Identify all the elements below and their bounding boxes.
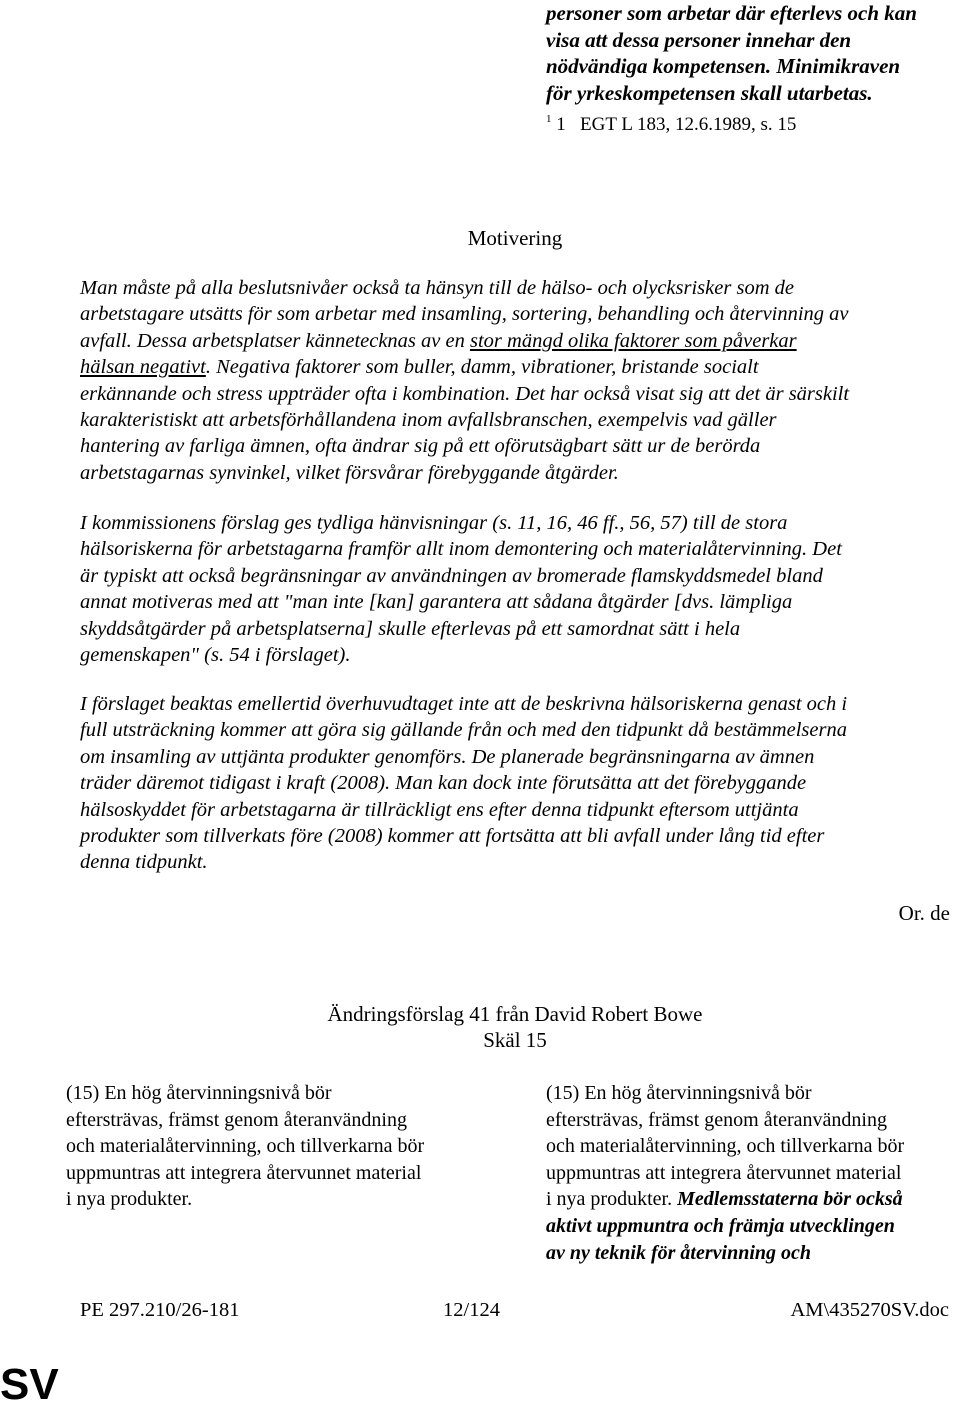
paragraph-line: hälsoriskerna för arbetstagarna framför allt inom demontering och materialåtervinning. Det	[80, 538, 842, 561]
paragraph-line: hantering av farliga ämnen, ofta ändrar sig på ett oförutsägbart sätt ur de berörda	[80, 435, 761, 458]
paragraph-line: full utsträckning kommer att göra sig gällande från och med den tidpunkt då bestämmelserna	[80, 719, 847, 742]
plain-text: i nya produkter.	[546, 1188, 678, 1211]
paragraph-line: erkännande och stress uppträder ofta i kombination. Det har också visat sig att det är särskilt	[80, 382, 850, 405]
paragraph-line: arbetstagarnas synvinkel, vilket försvårar förebyggande åtgärder.	[80, 461, 619, 484]
page-number: 12/124	[443, 1299, 500, 1321]
paragraph-line: I kommissionens förslag ges tydliga hänvisningar (s. 11, 16, 46 ff., 56, 57) till de stora	[80, 512, 788, 534]
amendment-title	[0, 1001, 960, 1053]
document-reference: PE 297.210/26-181	[80, 1299, 240, 1321]
justification-paragraph-2	[80, 510, 960, 668]
paragraph-line: arbetstagare utsätts för som arbetar med insamling, sortering, behandling och återvinning av	[80, 303, 849, 326]
column-line: eftersträvas, främst genom återanvändning	[546, 1108, 887, 1131]
amendment-subheading: Skäl 15	[483, 1028, 547, 1052]
paragraph-line: om insamling av uttjänta produkter genomförs. De planerade begränsningarna av ämnen	[80, 745, 815, 768]
column-line: och materialåtervinning, och tillverkarna bör	[546, 1135, 905, 1158]
column-line: uppmuntras att integrera återvunnet material	[546, 1161, 902, 1184]
paragraph-line: skyddsåtgärder på arbetsplatserna] skulle efterlevas på ett samordnat sätt i hela	[80, 617, 741, 640]
plain-text: avfall. Dessa arbetsplatser kännetecknas av en	[80, 329, 470, 352]
section-heading: Motivering	[467, 226, 563, 250]
plain-text: . Negativa faktorer som buller, damm, vibrationer, bristande socialt	[205, 356, 759, 379]
column-line: uppmuntras att integrera återvunnet material	[66, 1161, 422, 1184]
continuation-line: nödvändiga kompetensen. Minimikraven	[546, 54, 901, 78]
column-line: och materialåtervinning, och tillverkarna bör	[66, 1135, 425, 1158]
amended-addition: Medlemsstaterna bör också	[677, 1188, 903, 1211]
column-line: (15) En hög återvinningsnivå bör	[66, 1082, 332, 1104]
original-text-column	[66, 1080, 486, 1213]
file-name: AM\435270SV.doc	[790, 1299, 949, 1321]
column-line	[546, 1186, 960, 1213]
original-language-reference: Or. de	[898, 901, 950, 925]
paragraph-line: produkter som tillverkats före (2008) kommer att fortsätta att bli avfall under lång tid efter	[80, 825, 825, 848]
paragraph-line: denna tidpunkt.	[80, 851, 208, 874]
amendment-heading: Ändringsförslag 41 från David Robert Bowe	[327, 1002, 703, 1026]
paragraph-line: gemenskapen" (s. 54 i förslaget).	[80, 644, 351, 667]
footnote	[546, 106, 960, 139]
paragraph-line: hälsoskyddet för arbetstagarna är tillräckligt ens efter denna tidpunkt eftersom uttjänta	[80, 798, 799, 821]
column-line: eftersträvas, främst genom återanvändning	[66, 1108, 407, 1131]
paragraph-line: I förslaget beaktas emellertid överhuvudtaget inte att de beskrivna hälsoriskerna genast och i	[80, 693, 848, 715]
column-line: i nya produkter.	[66, 1188, 193, 1211]
continuation-line: visa att dessa personer innehar den	[546, 27, 852, 52]
paragraph-line: annat motiveras med att "man inte [kan] garantera att sådana åtgärder [dvs. lämpliga	[80, 591, 793, 614]
paragraph-line: träder däremot tidigast i kraft (2008). Man kan dock inte förutsätta att det förebyggande	[80, 772, 807, 795]
amended-addition: aktivt uppmuntra och främja utvecklingen	[546, 1214, 895, 1237]
paragraph-line: Man måste på alla beslutsnivåer också ta hänsyn till de hälso- och olycksrisker som de	[80, 277, 794, 299]
continuation-text	[546, 0, 960, 139]
underlined-text: stor mängd olika faktorer som påverkar	[469, 329, 797, 352]
amended-text-column	[546, 1080, 960, 1266]
continuation-line: för yrkeskompetensen skall utarbetas.	[546, 80, 873, 105]
footnote-text: EGT L 183, 12.6.1989, s. 15	[580, 114, 797, 135]
justification-paragraph-1	[80, 275, 960, 486]
paragraph-line: karakteristiskt att arbetsförhållandena inom avfallsbranschen, exempelvis vad gäller	[80, 409, 777, 432]
continuation-line: personer som arbetar där efterlevs och kan	[546, 1, 917, 25]
paragraph-line	[80, 328, 960, 354]
column-line: (15) En hög återvinningsnivå bör	[546, 1082, 812, 1104]
underlined-text: hälsan negativt	[80, 356, 206, 379]
paragraph-line: är typiskt att också begränsningar av användningen av bromerade flamskyddsmedel bland	[80, 564, 823, 587]
footnote-number: 1	[556, 114, 566, 135]
paragraph-line	[80, 354, 960, 380]
amended-addition: av ny teknik för återvinning och	[546, 1241, 812, 1264]
language-code: SV	[0, 1360, 59, 1409]
justification-paragraph-3	[80, 691, 960, 876]
footnote-marker: 1	[546, 113, 552, 125]
